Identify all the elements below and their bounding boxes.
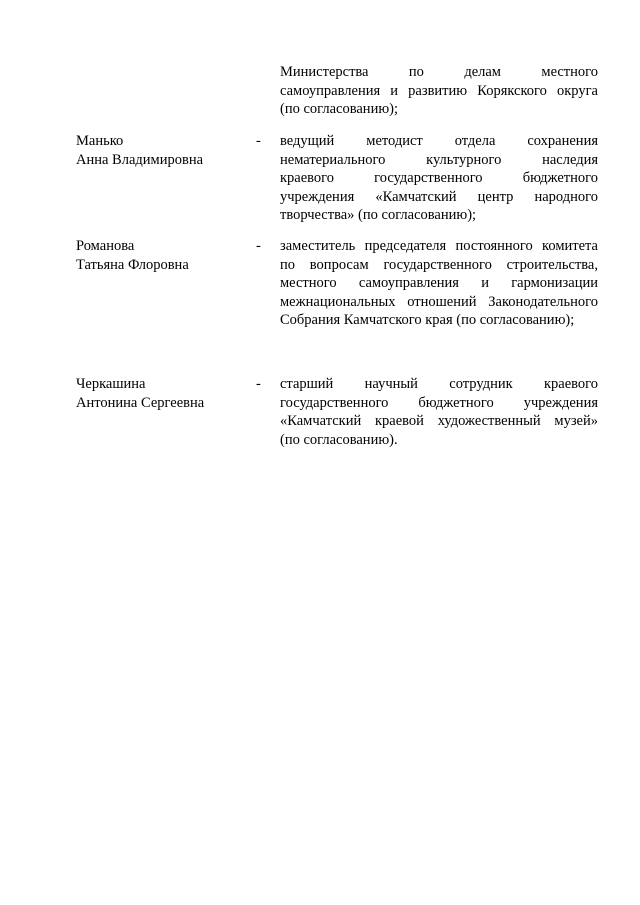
description-line: заместитель председателя постоянного комитета	[280, 238, 598, 254]
description-line: учреждения «Камчатский центр народного	[280, 188, 598, 205]
member-description	[280, 132, 598, 225]
dash-separator: -	[256, 133, 261, 149]
description-line: самоуправления и развитию Корякского округа	[280, 82, 598, 99]
description-line: межнациональных отношений Законодательного	[280, 293, 598, 310]
description-line: по вопросам государственного строительства,	[280, 256, 598, 273]
description-line: «Камчатский краевой художественный музей»	[280, 413, 598, 429]
description-line: старший научный сотрудник краевого	[280, 376, 598, 392]
description-line: государственного бюджетного учреждения	[280, 394, 598, 411]
member-surname: Манько	[76, 133, 124, 149]
description-line: (по согласованию);	[280, 101, 399, 117]
continuation-description	[280, 63, 598, 119]
member-surname: Черкашина	[76, 376, 146, 392]
description-line: нематериального культурного наследия	[280, 151, 598, 168]
member-name	[76, 375, 246, 412]
member-description	[280, 237, 598, 330]
description-line: творчества» (по согласованию);	[280, 207, 477, 223]
dash-separator: -	[256, 238, 261, 254]
description-line: краевого государственного бюджетного	[280, 170, 598, 186]
description-line: Собрания Камчатского края (по согласованию);	[280, 312, 575, 328]
member-given-names: Татьяна Флоровна	[76, 256, 189, 273]
description-line: Министерства по делам местного	[280, 64, 598, 80]
dash-separator: -	[256, 376, 261, 392]
description-line: ведущий методист отдела сохранения	[280, 133, 598, 149]
description-line: местного самоуправления и гармонизации	[280, 275, 598, 291]
member-given-names: Антонина Сергеевна	[76, 394, 205, 411]
description-line: (по согласованию).	[280, 431, 398, 448]
member-given-names: Анна Владимировна	[76, 151, 204, 168]
member-name	[76, 237, 246, 274]
member-name	[76, 132, 246, 169]
member-surname: Романова	[76, 238, 135, 254]
member-description	[280, 375, 598, 449]
